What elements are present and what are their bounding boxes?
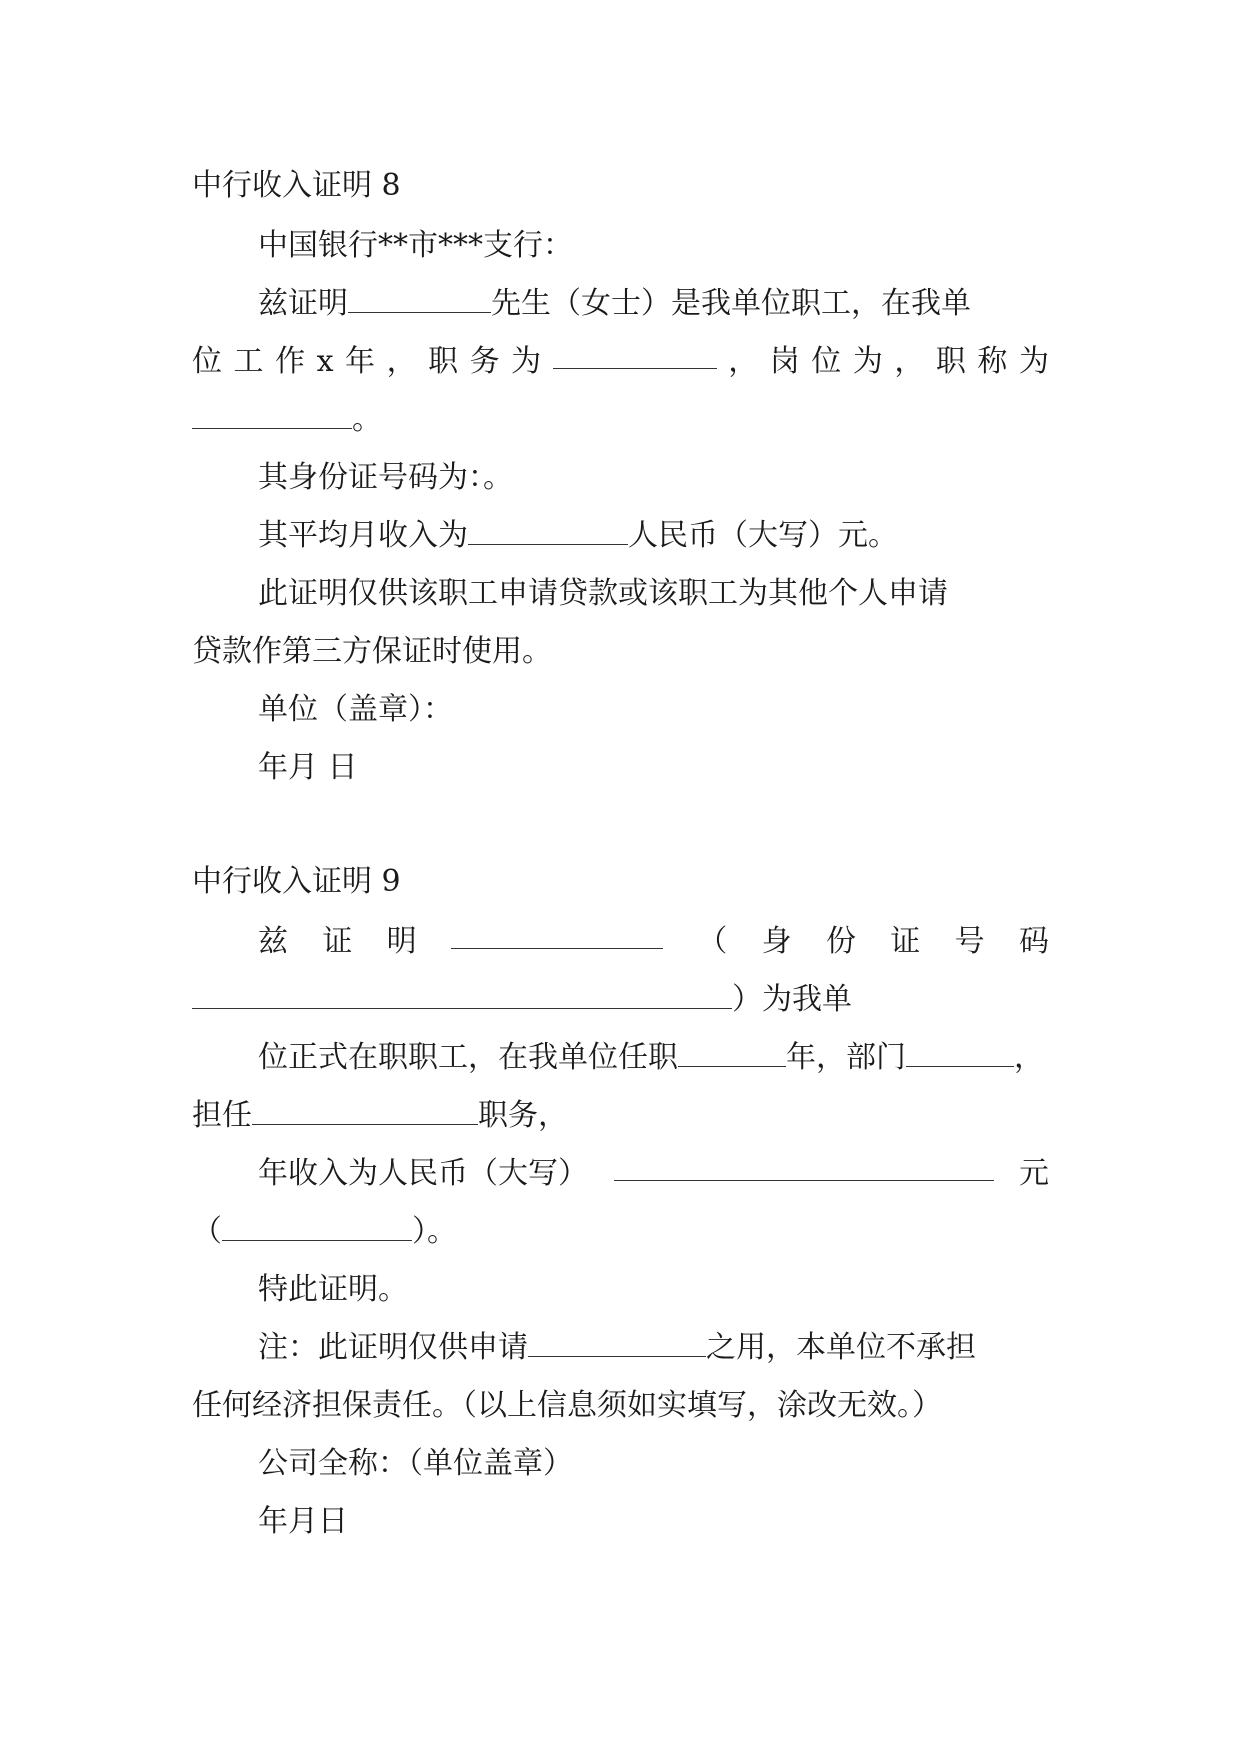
- certify-paragraph-line-2: [192, 342, 1049, 382]
- token: 证: [890, 924, 921, 959]
- period: 。: [352, 402, 382, 437]
- s9-certify-statement: 特此证明。: [258, 1272, 408, 1307]
- token: 证: [322, 924, 353, 959]
- token: 位: [811, 344, 842, 379]
- purpose-blank[interactable]: [528, 1330, 706, 1357]
- token: 工: [233, 344, 264, 379]
- purpose-line-1: 此证明仅供该职工申请贷款或该职工为其他个人申请: [258, 576, 948, 611]
- token: 身: [761, 924, 792, 959]
- department-blank[interactable]: [906, 1040, 1014, 1067]
- s9-date-line: 年月日: [258, 1504, 348, 1539]
- token: 明: [386, 924, 417, 959]
- s9-annual-income-figure-line: [192, 1212, 457, 1252]
- years-blank[interactable]: [678, 1040, 786, 1067]
- token: 为: [511, 344, 542, 379]
- seal-line: 单位（盖章）：: [258, 692, 453, 727]
- s9-employment-line-1: [258, 1038, 1044, 1078]
- token: 职: [935, 344, 966, 379]
- date-line: 年月 日: [258, 750, 358, 785]
- post-blank[interactable]: [252, 1098, 478, 1125]
- s9-certify-line-2: [192, 980, 852, 1020]
- annual-income-blank[interactable]: [614, 1154, 994, 1181]
- token: 为: [852, 344, 883, 379]
- token: ，: [894, 344, 925, 379]
- token: 码: [1018, 924, 1049, 959]
- title-blank[interactable]: [192, 402, 352, 429]
- token: （: [697, 924, 728, 959]
- income-text-b: 人民币（大写）元。: [628, 518, 898, 553]
- s9-note-line-1: [258, 1328, 976, 1368]
- certify-paragraph-line-3: [192, 400, 382, 440]
- annual-income-figure-blank[interactable]: [222, 1214, 412, 1241]
- token: ，: [386, 344, 417, 379]
- token: 年: [345, 344, 376, 379]
- position-blank[interactable]: [553, 342, 717, 369]
- token: ，: [728, 344, 759, 379]
- token: 兹: [258, 924, 288, 959]
- token: 称: [977, 344, 1008, 379]
- s9-company-line: 公司全称：（单位盖章）: [258, 1446, 573, 1481]
- id-number-line: 其身份证号码为：。: [258, 460, 513, 495]
- section-9-title: 中行收入证明 9: [192, 864, 401, 899]
- s9-note-line-2: 任何经济担保责任。（以上信息须如实填写，涂改无效。）: [192, 1388, 942, 1423]
- token: x: [316, 344, 334, 379]
- employment-text-b: 年，部门: [786, 1040, 906, 1075]
- employment-text-c: 担任: [192, 1098, 252, 1133]
- s9-employment-line-2: [192, 1096, 568, 1136]
- monthly-income-blank[interactable]: [468, 518, 628, 545]
- certify-paragraph-line-1: [258, 284, 971, 324]
- note-text-a: 注：此证明仅供申请: [258, 1330, 528, 1365]
- purpose-line-2: 贷款作第三方保证时使用。: [192, 634, 552, 669]
- token: 岗: [769, 344, 800, 379]
- token: 作: [275, 344, 306, 379]
- yuan-text: 元: [1019, 1156, 1049, 1191]
- certify-text-b: 先生（女士）是我单位职工，在我单: [491, 286, 971, 321]
- paren-close: ）。: [412, 1214, 457, 1249]
- token: 位: [192, 344, 222, 379]
- s9-annual-income-line: [258, 1154, 1049, 1194]
- s9-line2-end: ）为我单: [732, 982, 852, 1017]
- annual-income-text: 年收入为人民币（大写）: [258, 1156, 588, 1191]
- s9-certify-line-1: [258, 922, 1049, 962]
- s9-name-blank[interactable]: [451, 922, 663, 949]
- comma: ，: [1014, 1040, 1044, 1075]
- token: 号: [954, 924, 985, 959]
- s9-id-number-blank[interactable]: [192, 982, 732, 1009]
- note-text-b: 之用，本单位不承担: [706, 1330, 976, 1365]
- token: 职: [428, 344, 459, 379]
- income-text-a: 其平均月收入为: [258, 518, 468, 553]
- certify-text-a: 兹证明: [258, 286, 348, 321]
- name-blank[interactable]: [348, 286, 491, 313]
- token: 务: [469, 344, 500, 379]
- employment-text-d: 职务，: [478, 1098, 568, 1133]
- section-8-title: 中行收入证明 8: [192, 168, 401, 203]
- paren-open: （: [192, 1214, 222, 1249]
- token: 份: [825, 924, 856, 959]
- token: 为: [1018, 344, 1049, 379]
- monthly-income-line: [258, 516, 898, 556]
- employment-text-a: 位正式在职职工，在我单位任职: [258, 1040, 678, 1075]
- addressee: 中国银行**市***支行：: [258, 228, 573, 263]
